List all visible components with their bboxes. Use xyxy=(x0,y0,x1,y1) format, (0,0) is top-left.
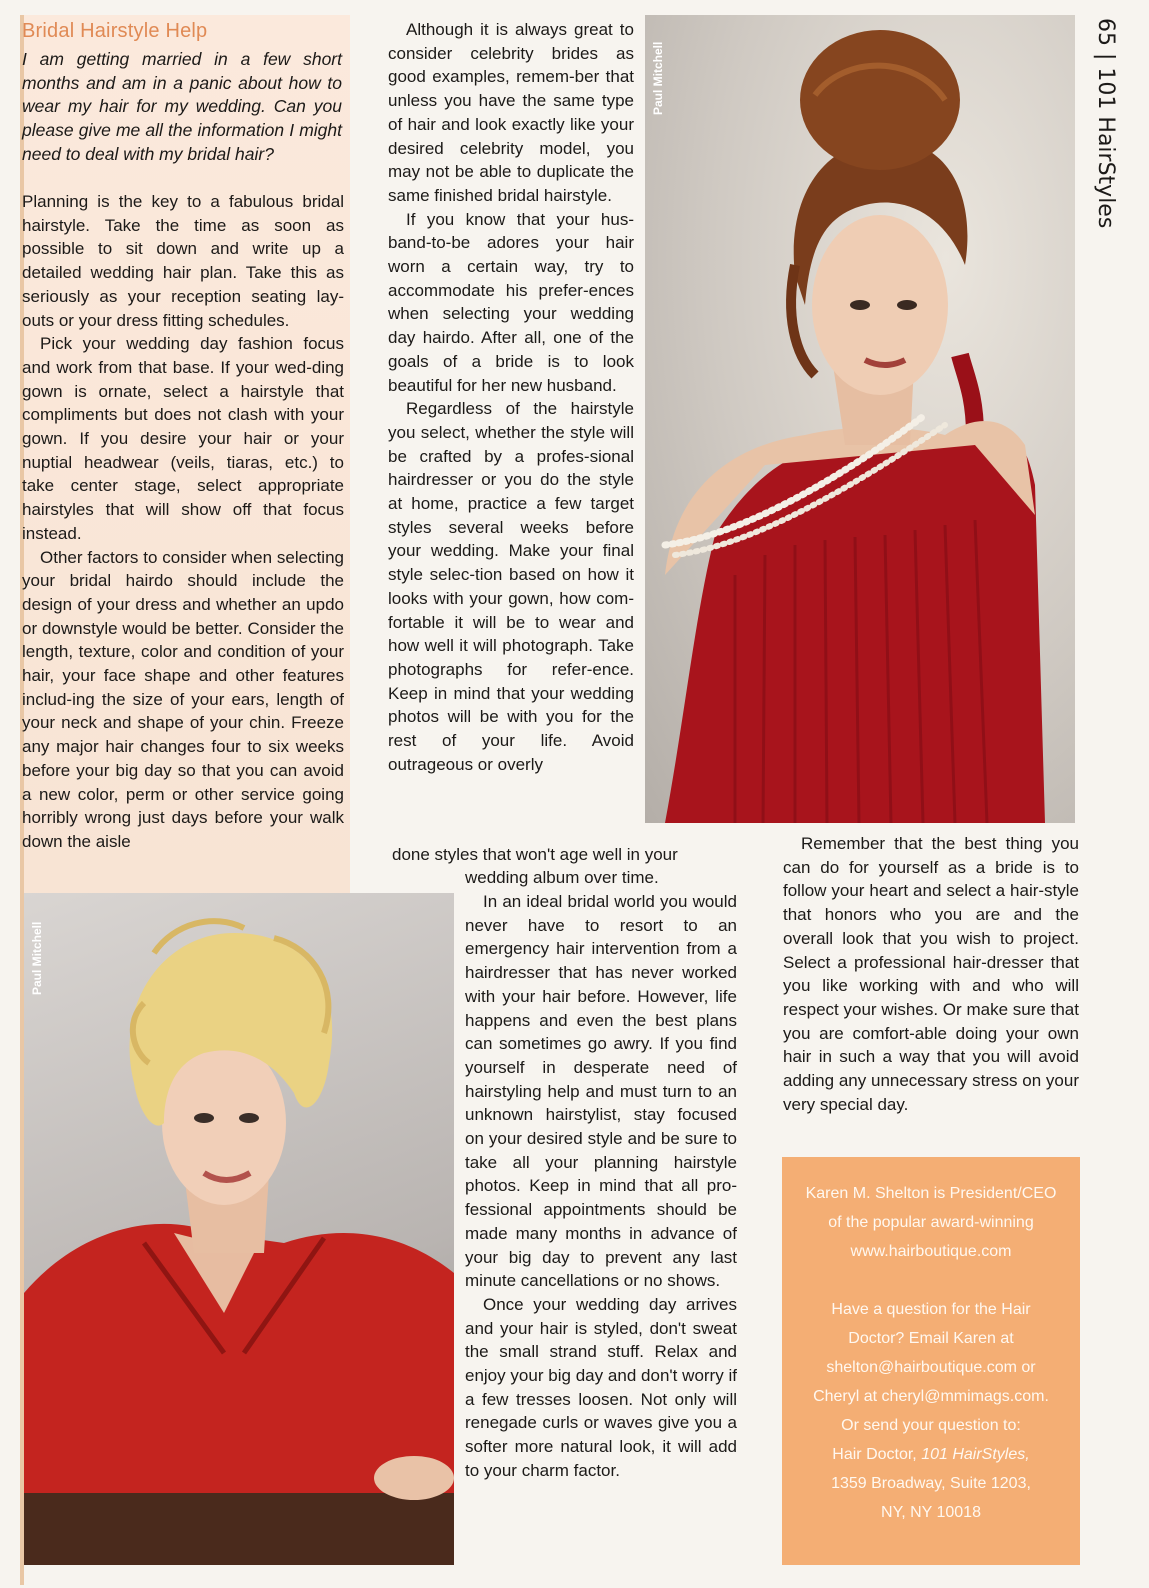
center-column-upper xyxy=(388,18,634,777)
photo-credit: Paul Mitchell xyxy=(651,41,665,115)
bride-photo-blonde xyxy=(24,893,454,1565)
page-number: 65 xyxy=(1093,18,1118,46)
contact-line: Have a question for the Hair xyxy=(831,1301,1031,1318)
bio-link[interactable]: www.hairboutique.com xyxy=(850,1243,1012,1260)
address-line: NY, NY 10018 xyxy=(881,1504,981,1521)
center-bridge-line: done styles that won't age well in your xyxy=(392,845,678,864)
center-paragraph: Regardless of the hairstyle you select, whether the style will be crafted by a profes-sional hairdresser or you do the style at home, practice a few target styles several weeks before your wedding. Make your final style selec-tion based on how it looks with your gown, how com-fortable it will be to wear and how well it will photograph. Take photographs for refer-ence. Keep in mind that your wedding photos will be with you for the rest of your life. Avoid outrageous or overly xyxy=(388,399,634,774)
contact-email[interactable]: Cheryl at cheryl@mmimags.com. xyxy=(813,1388,1049,1405)
article-title: Bridal Hairstyle Help xyxy=(22,20,208,42)
center-paragraph: If you know that your hus-band-to-be adores your hair worn a certain way, try to accommodate his prefer-ences when selecting your wedding day hairdo. After all, one of the goals of a bride is to look beautiful for her new husband. xyxy=(388,209,634,395)
left-paragraph: Pick your wedding day fashion focus and work from that base. If your wed-ding gown is ornate, select a hairstyle that compliments but does not clash with your gown. If you desire your hair or your nuptial headwear (veils, tiaras, etc.) to take center stage, select appropriate hairstyles that will show off that focus instead. xyxy=(22,334,344,543)
center-bridge-line: wedding album over time. xyxy=(465,868,659,887)
magazine-name: 101 HairStyles xyxy=(1093,67,1118,229)
contact-email[interactable]: shelton@hairboutique.com or xyxy=(826,1359,1036,1376)
address-line: 1359 Broadway, Suite 1203, xyxy=(831,1475,1031,1492)
left-column-body xyxy=(22,190,344,854)
bride-updo-illustration xyxy=(645,15,1075,823)
address-line xyxy=(792,1440,1070,1469)
center-lower-paragraph: Once your wedding day arrives and your hair is styled, don't sweat the small strand stuff. Relax and enjoy your big day and don't worry if a few tresses loosen. Not only will renegade curls or waves give you a softer more natural look, it will add to your charm factor. xyxy=(465,1294,737,1480)
center-column-lower xyxy=(465,890,737,1483)
contact-line: Doctor? Email Karen at xyxy=(848,1330,1014,1347)
right-paragraph: Remember that the best thing you can do for yourself as a bride is to follow your heart and select a hair-style that honors who you are and the overall look that you wish to project. Select a professional hair-dresser that you like working with and who will respect your wishes. Or make sure that you are comfort-able doing your own hair in such a way that you will avoid adding any unnecessary stress on your very special day. xyxy=(783,834,1079,1114)
contact-line: Or send your question to: xyxy=(841,1417,1021,1434)
photo-credit: Paul Mitchell xyxy=(30,921,44,995)
author-info-box xyxy=(782,1157,1080,1565)
bride-photo-updo xyxy=(645,15,1075,823)
address-magazine: 101 HairStyles, xyxy=(921,1446,1030,1463)
page-marker-text xyxy=(1093,18,1118,228)
left-paragraph: Planning is the key to a fabulous bridal hairstyle. Take the time as soon as possible to sit down and write up a detailed wedding hair plan. Take this as seriously as your reception seating lay-outs or your dress fitting schedules. xyxy=(22,192,344,330)
bride-blonde-illustration xyxy=(24,893,454,1565)
page-marker xyxy=(1090,18,1130,258)
bio-line: of the popular award-winning xyxy=(828,1214,1034,1231)
reader-question: I am getting married in a few short months and am in a panic about how to wear my hair for my wedding. Can you please give me all the information I might need to deal with my bridal hair? xyxy=(22,49,342,164)
address-prefix: Hair Doctor, xyxy=(832,1446,922,1463)
right-column-body xyxy=(783,832,1079,1116)
page-separator: | xyxy=(1093,53,1118,61)
center-paragraph: Although it is always great to consider celebrity brides as good examples, remem-ber that unless you have the same type of hair and look exactly like your desired celebrity model, you may not be able to duplicate the same finished bridal hairstyle. xyxy=(388,20,634,205)
bio-line: Karen M. Shelton is President/CEO xyxy=(805,1185,1057,1202)
center-lower-paragraph: In an ideal bridal world you would never have to resort to an emergency hair intervention from a hairdresser that has never worked with your hair before. However, life happens and even the best plans can sometimes go awry. If you find yourself in desperate need of hairstyling help and must turn to an unknown hairstylist, stay focused on your desired style and be sure to take all your planning hairstyle photos. Keep in mind that all pro-fessional appointments should be made many months in advance of your big day to prevent any last minute cancellations or no shows. xyxy=(465,892,737,1291)
left-paragraph: Other factors to consider when selecting your bridal hairdo should include the design of your dress and whether an updo or downstyle would be better. Consider the length, texture, color and condition of your hair, your face shape and other features includ-ing the size of your ears, length of your neck and shape of your chin. Freeze any major hair changes four to six weeks before your big day so that you can avoid a new color, perm or other service going horribly wrong just days before your walk down the aisle xyxy=(22,547,344,851)
